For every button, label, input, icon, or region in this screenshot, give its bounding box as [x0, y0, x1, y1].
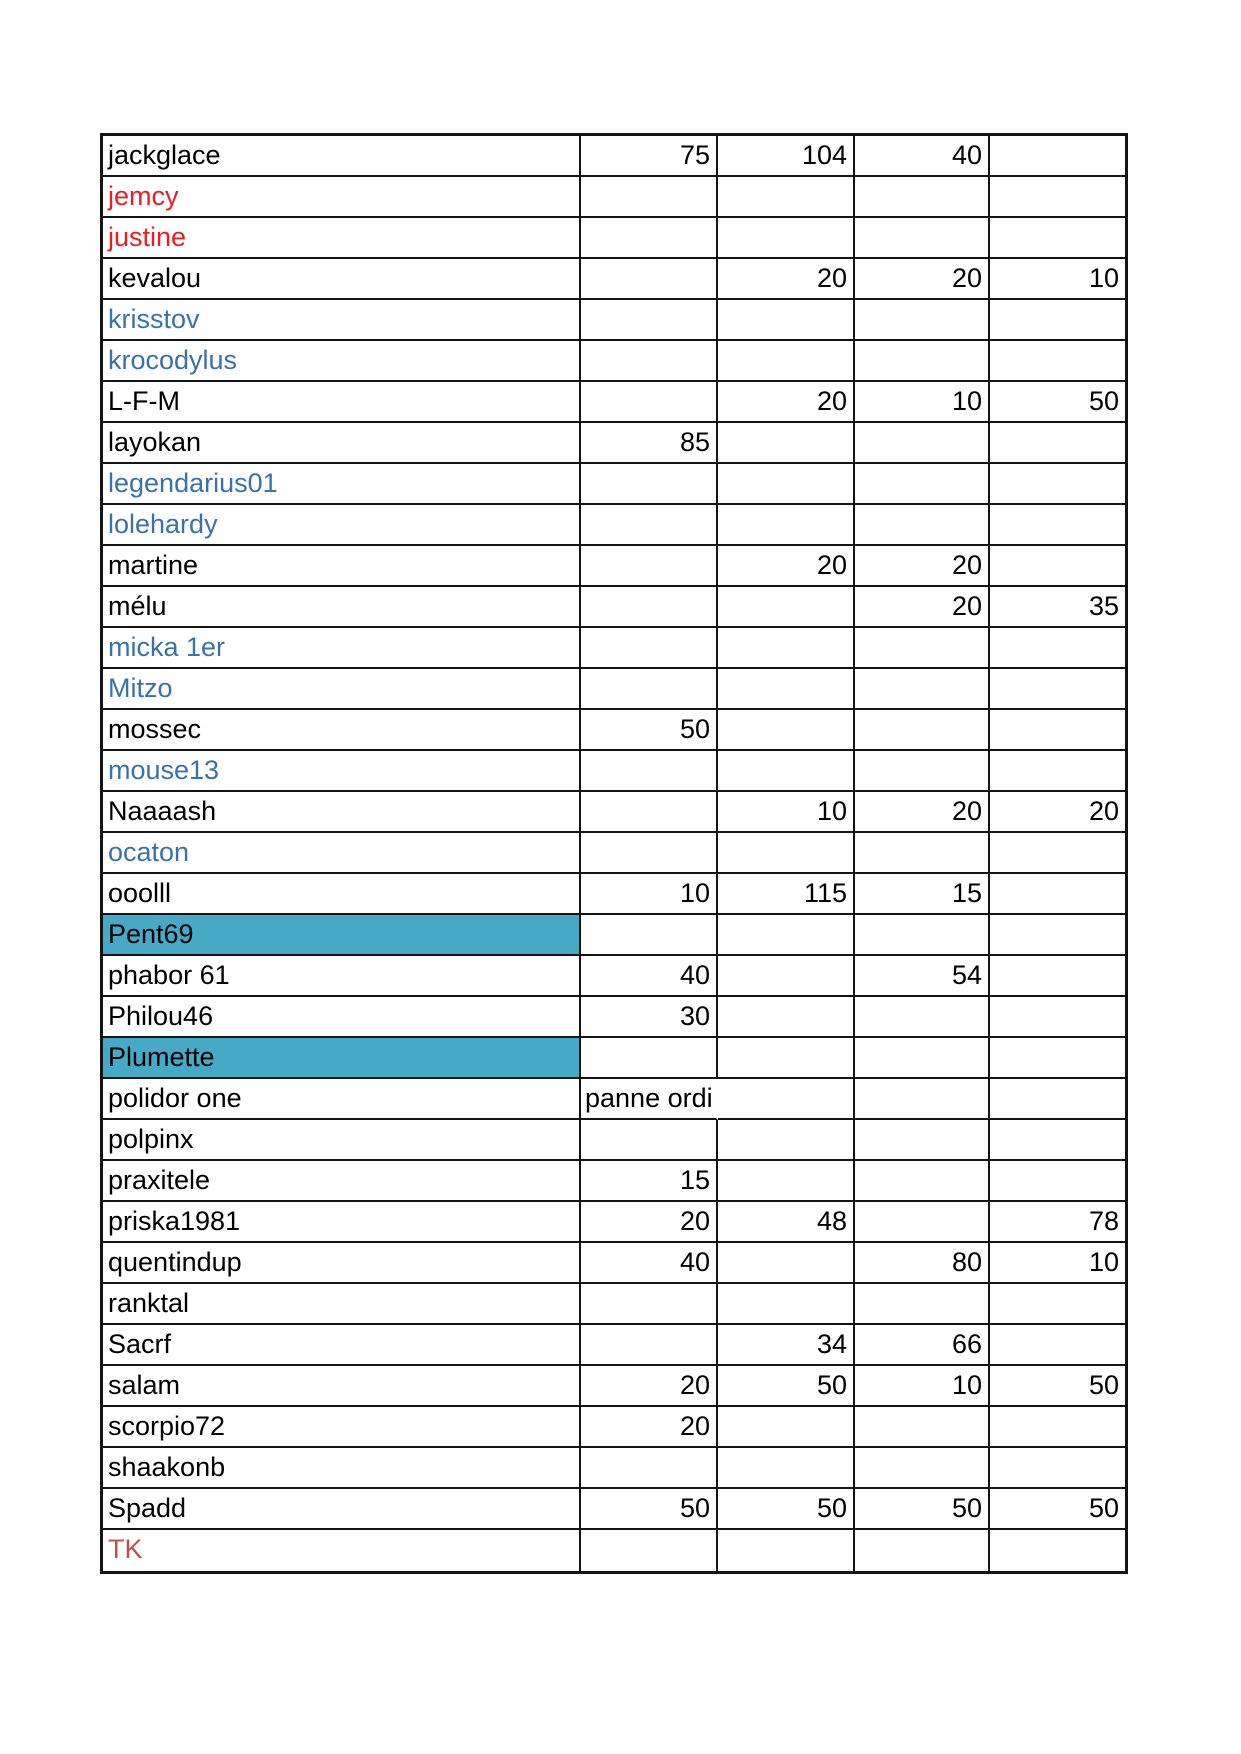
table-row	[103, 464, 1125, 505]
value-cell[interactable]: 50	[581, 710, 718, 751]
value-cell[interactable]	[581, 1284, 718, 1325]
value-cell[interactable]	[581, 259, 718, 300]
value-cell[interactable]	[855, 177, 990, 218]
table-row	[103, 546, 1125, 587]
player-name-cell[interactable]: mouse13	[103, 751, 581, 792]
player-name-cell[interactable]: polpinx	[103, 1120, 581, 1161]
value-cell[interactable]	[855, 628, 990, 669]
value-cell[interactable]	[581, 915, 718, 956]
value-cell[interactable]	[990, 423, 1125, 464]
value-cell[interactable]: 40	[855, 136, 990, 177]
value-cell[interactable]	[581, 341, 718, 382]
player-name-cell[interactable]: Naaaash	[103, 792, 581, 833]
table-row	[103, 1448, 1125, 1489]
value-cell[interactable]: 50	[718, 1366, 855, 1407]
value-cell[interactable]	[855, 997, 990, 1038]
player-name-cell[interactable]: mossec	[103, 710, 581, 751]
value-cell[interactable]	[990, 997, 1125, 1038]
player-name-cell[interactable]: mélu	[103, 587, 581, 628]
value-cell[interactable]	[581, 546, 718, 587]
value-cell[interactable]	[581, 1325, 718, 1366]
value-cell[interactable]	[718, 423, 855, 464]
value-cell[interactable]	[718, 628, 855, 669]
value-cell[interactable]: 85	[581, 423, 718, 464]
value-cell[interactable]	[718, 505, 855, 546]
value-cell[interactable]	[855, 423, 990, 464]
player-name-cell[interactable]: Sacrf	[103, 1325, 581, 1366]
value-cell[interactable]	[855, 464, 990, 505]
value-cell[interactable]	[990, 669, 1125, 710]
table-row	[103, 956, 1125, 997]
table-row	[103, 1038, 1125, 1079]
value-cell[interactable]	[855, 1038, 990, 1079]
table-row	[103, 1284, 1125, 1325]
value-cell[interactable]: 48	[718, 1202, 855, 1243]
value-cell[interactable]	[990, 1407, 1125, 1448]
player-name-cell[interactable]: priska1981	[103, 1202, 581, 1243]
value-cell[interactable]	[581, 1448, 718, 1489]
value-cell[interactable]: 78	[990, 1202, 1125, 1243]
value-cell[interactable]	[855, 751, 990, 792]
player-name-cell[interactable]: legendarius01	[103, 464, 581, 505]
table-row	[103, 218, 1125, 259]
value-cell[interactable]: 20	[855, 259, 990, 300]
table-row	[103, 423, 1125, 464]
value-cell[interactable]: 50	[990, 1366, 1125, 1407]
player-name-cell[interactable]: layokan	[103, 423, 581, 464]
value-cell[interactable]	[855, 710, 990, 751]
value-cell[interactable]	[718, 1079, 855, 1120]
value-cell[interactable]	[581, 833, 718, 874]
value-cell[interactable]	[718, 1284, 855, 1325]
value-cell[interactable]: 10	[855, 382, 990, 423]
value-cell[interactable]	[581, 177, 718, 218]
value-cell[interactable]	[581, 1038, 718, 1079]
value-cell[interactable]	[855, 833, 990, 874]
table-row	[103, 259, 1125, 300]
value-cell[interactable]	[855, 1448, 990, 1489]
table-row	[103, 136, 1125, 177]
value-cell[interactable]: 10	[581, 874, 718, 915]
player-name-cell[interactable]: L-F-M	[103, 382, 581, 423]
value-cell[interactable]	[581, 300, 718, 341]
value-cell[interactable]	[581, 792, 718, 833]
table-row	[103, 628, 1125, 669]
value-cell[interactable]	[990, 505, 1125, 546]
player-name-cell[interactable]: kevalou	[103, 259, 581, 300]
value-cell[interactable]: 20	[718, 382, 855, 423]
player-name-cell[interactable]: shaakonb	[103, 1448, 581, 1489]
spreadsheet-table	[100, 133, 1128, 1574]
value-cell[interactable]	[581, 218, 718, 259]
value-cell[interactable]	[855, 505, 990, 546]
value-cell[interactable]	[855, 669, 990, 710]
value-cell[interactable]: 20	[718, 259, 855, 300]
value-cell[interactable]	[990, 300, 1125, 341]
table-row	[103, 1079, 1125, 1120]
table-row	[103, 833, 1125, 874]
value-cell[interactable]: 10	[855, 1366, 990, 1407]
table-row	[103, 669, 1125, 710]
table-row	[103, 1489, 1125, 1530]
value-cell[interactable]	[581, 382, 718, 423]
value-cell[interactable]	[855, 341, 990, 382]
value-cell[interactable]	[855, 300, 990, 341]
value-cell[interactable]	[718, 710, 855, 751]
table-row	[103, 1120, 1125, 1161]
value-cell[interactable]: panne ordi	[581, 1079, 718, 1120]
value-cell[interactable]	[855, 1161, 990, 1202]
value-cell[interactable]	[855, 1079, 990, 1120]
value-cell[interactable]: 40	[581, 1243, 718, 1284]
player-name-cell[interactable]: quentindup	[103, 1243, 581, 1284]
value-cell[interactable]: 66	[855, 1325, 990, 1366]
value-cell[interactable]: 50	[855, 1489, 990, 1530]
value-cell[interactable]: 20	[990, 792, 1125, 833]
value-cell[interactable]: 50	[990, 382, 1125, 423]
player-name-cell[interactable]: Plumette	[103, 1038, 581, 1079]
player-name-cell[interactable]: jackglace	[103, 136, 581, 177]
table-row	[103, 382, 1125, 423]
value-cell[interactable]	[581, 505, 718, 546]
value-cell[interactable]	[718, 956, 855, 997]
player-name-cell[interactable]: polidor one	[103, 1079, 581, 1120]
value-cell[interactable]	[990, 915, 1125, 956]
value-cell[interactable]	[718, 833, 855, 874]
value-cell[interactable]: 15	[581, 1161, 718, 1202]
player-name-cell[interactable]: TK	[103, 1530, 581, 1571]
player-name-cell[interactable]: Philou46	[103, 997, 581, 1038]
table-row	[103, 177, 1125, 218]
value-cell[interactable]: 20	[581, 1366, 718, 1407]
value-cell[interactable]	[990, 1530, 1125, 1571]
value-cell[interactable]	[855, 915, 990, 956]
value-cell[interactable]	[990, 833, 1125, 874]
table-row	[103, 1243, 1125, 1284]
value-cell[interactable]	[581, 587, 718, 628]
player-name-cell[interactable]: lolehardy	[103, 505, 581, 546]
value-cell[interactable]: 35	[990, 587, 1125, 628]
value-cell[interactable]	[990, 710, 1125, 751]
value-cell[interactable]	[990, 136, 1125, 177]
value-cell[interactable]	[855, 1202, 990, 1243]
player-name-cell[interactable]: scorpio72	[103, 1407, 581, 1448]
player-name-cell[interactable]: Pent69	[103, 915, 581, 956]
table-row	[103, 505, 1125, 546]
value-cell[interactable]	[990, 1284, 1125, 1325]
value-cell[interactable]	[990, 1038, 1125, 1079]
value-cell[interactable]: 34	[718, 1325, 855, 1366]
value-cell[interactable]: 50	[718, 1489, 855, 1530]
table-row	[103, 792, 1125, 833]
value-cell[interactable]	[581, 751, 718, 792]
value-cell[interactable]	[718, 1243, 855, 1284]
value-cell[interactable]: 20	[855, 546, 990, 587]
player-name-cell[interactable]: krocodylus	[103, 341, 581, 382]
value-cell[interactable]	[718, 915, 855, 956]
table-row	[103, 997, 1125, 1038]
value-cell[interactable]	[990, 546, 1125, 587]
table-row	[103, 1161, 1125, 1202]
table-row	[103, 300, 1125, 341]
player-name-cell[interactable]: salam	[103, 1366, 581, 1407]
table-row	[103, 915, 1125, 956]
value-cell[interactable]: 50	[990, 1489, 1125, 1530]
table-row	[103, 587, 1125, 628]
value-cell[interactable]: 10	[990, 1243, 1125, 1284]
value-cell[interactable]: 20	[718, 546, 855, 587]
table-row	[103, 751, 1125, 792]
value-cell[interactable]: 54	[855, 956, 990, 997]
value-cell[interactable]	[990, 177, 1125, 218]
value-cell[interactable]	[990, 1325, 1125, 1366]
value-cell[interactable]: 104	[718, 136, 855, 177]
value-cell[interactable]	[990, 1079, 1125, 1120]
player-name-cell[interactable]: martine	[103, 546, 581, 587]
value-cell[interactable]	[718, 300, 855, 341]
value-cell[interactable]	[990, 751, 1125, 792]
table-row	[103, 874, 1125, 915]
player-name-cell[interactable]: justine	[103, 218, 581, 259]
player-name-cell[interactable]: Mitzo	[103, 669, 581, 710]
value-cell[interactable]	[718, 751, 855, 792]
player-name-cell[interactable]: micka 1er	[103, 628, 581, 669]
value-cell[interactable]: 20	[581, 1407, 718, 1448]
value-cell[interactable]	[581, 1120, 718, 1161]
table-row	[103, 1407, 1125, 1448]
value-cell[interactable]	[855, 218, 990, 259]
value-cell[interactable]: 20	[855, 792, 990, 833]
value-cell[interactable]: 30	[581, 997, 718, 1038]
value-cell[interactable]: 15	[855, 874, 990, 915]
value-cell[interactable]	[718, 587, 855, 628]
player-name-cell[interactable]: krisstov	[103, 300, 581, 341]
value-cell[interactable]: 75	[581, 136, 718, 177]
value-cell[interactable]	[581, 669, 718, 710]
value-cell[interactable]: 20	[581, 1202, 718, 1243]
value-cell[interactable]	[990, 1161, 1125, 1202]
table-row	[103, 1366, 1125, 1407]
value-cell[interactable]: 20	[855, 587, 990, 628]
player-name-cell[interactable]: jemcy	[103, 177, 581, 218]
value-cell[interactable]	[581, 1530, 718, 1571]
value-cell[interactable]	[855, 1284, 990, 1325]
value-cell[interactable]: 115	[718, 874, 855, 915]
value-cell[interactable]	[855, 1530, 990, 1571]
value-cell[interactable]	[990, 218, 1125, 259]
value-cell[interactable]	[718, 218, 855, 259]
value-cell[interactable]	[990, 874, 1125, 915]
value-cell[interactable]: 80	[855, 1243, 990, 1284]
value-cell[interactable]	[718, 1120, 855, 1161]
value-cell[interactable]	[718, 1038, 855, 1079]
value-cell[interactable]	[718, 1530, 855, 1571]
value-cell[interactable]	[990, 1448, 1125, 1489]
value-cell[interactable]	[990, 956, 1125, 997]
table-row	[103, 1325, 1125, 1366]
value-cell[interactable]	[990, 464, 1125, 505]
value-cell[interactable]: 10	[718, 792, 855, 833]
value-cell[interactable]	[718, 669, 855, 710]
player-name-cell[interactable]: ooolll	[103, 874, 581, 915]
value-cell[interactable]	[855, 1120, 990, 1161]
table-row	[103, 1202, 1125, 1243]
value-cell[interactable]: 10	[990, 259, 1125, 300]
value-cell[interactable]	[581, 628, 718, 669]
value-cell[interactable]	[718, 341, 855, 382]
value-cell[interactable]	[718, 1161, 855, 1202]
value-cell[interactable]: 50	[581, 1489, 718, 1530]
player-name-cell[interactable]: Spadd	[103, 1489, 581, 1530]
value-cell[interactable]	[855, 1407, 990, 1448]
player-name-cell[interactable]: praxitele	[103, 1161, 581, 1202]
player-name-cell[interactable]: phabor 61	[103, 956, 581, 997]
value-cell[interactable]	[990, 1120, 1125, 1161]
table-row	[103, 341, 1125, 382]
value-cell[interactable]	[718, 1448, 855, 1489]
value-cell[interactable]	[718, 1407, 855, 1448]
value-cell[interactable]	[718, 177, 855, 218]
player-name-cell[interactable]: ocaton	[103, 833, 581, 874]
value-cell[interactable]	[581, 464, 718, 505]
table-row	[103, 1530, 1125, 1571]
table-row	[103, 710, 1125, 751]
player-name-cell[interactable]: ranktal	[103, 1284, 581, 1325]
value-cell[interactable]	[990, 628, 1125, 669]
value-cell[interactable]	[718, 464, 855, 505]
value-cell[interactable]: 40	[581, 956, 718, 997]
value-cell[interactable]	[990, 341, 1125, 382]
value-cell[interactable]	[718, 997, 855, 1038]
